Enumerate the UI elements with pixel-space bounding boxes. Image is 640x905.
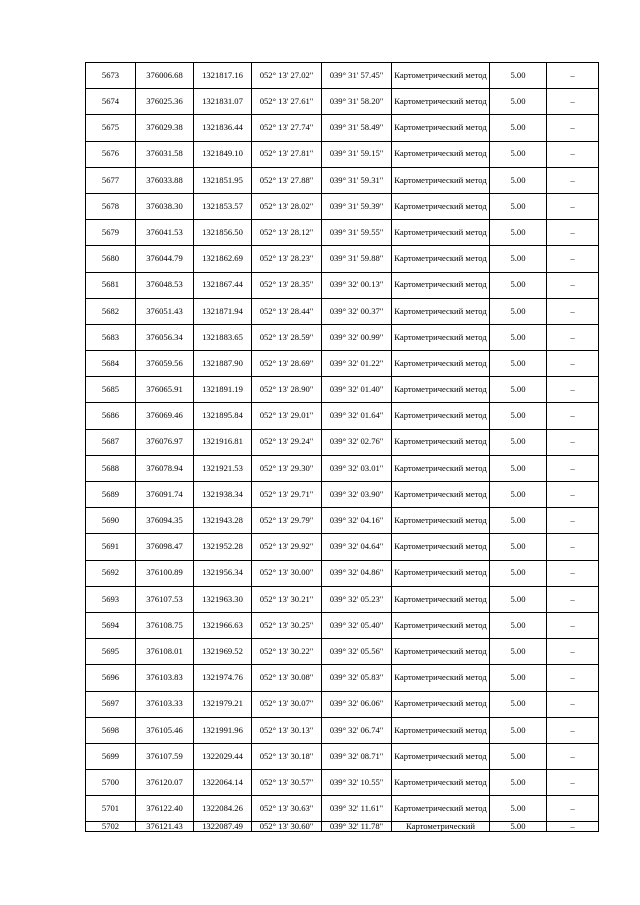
latitude-cell: 052° 13' 28.12" bbox=[252, 220, 322, 246]
table-row bbox=[86, 429, 599, 455]
longitude-cell: 039° 32' 01.64" bbox=[322, 403, 392, 429]
method-cell: Картометрический bbox=[392, 822, 490, 832]
accuracy-cell: 5.00 bbox=[490, 665, 547, 691]
x-coordinate-cell: 376105.46 bbox=[136, 717, 194, 743]
y-coordinate-cell: 1322029.44 bbox=[194, 743, 252, 769]
table-row bbox=[86, 272, 599, 298]
point-number-cell: 5690 bbox=[86, 508, 136, 534]
note-cell: – bbox=[547, 796, 599, 822]
x-coordinate-cell: 376006.68 bbox=[136, 63, 194, 89]
accuracy-cell: 5.00 bbox=[490, 351, 547, 377]
method-cell: Картометрический метод bbox=[392, 220, 490, 246]
table-row bbox=[86, 246, 599, 272]
longitude-cell: 039° 32' 00.37" bbox=[322, 298, 392, 324]
y-coordinate-cell: 1321991.96 bbox=[194, 717, 252, 743]
table-row bbox=[86, 743, 599, 769]
latitude-cell: 052° 13' 27.81" bbox=[252, 141, 322, 167]
latitude-cell: 052° 13' 30.63" bbox=[252, 796, 322, 822]
x-coordinate-cell: 376031.58 bbox=[136, 141, 194, 167]
longitude-cell: 039° 32' 02.76" bbox=[322, 429, 392, 455]
accuracy-cell: 5.00 bbox=[490, 560, 547, 586]
table-row bbox=[86, 167, 599, 193]
y-coordinate-cell: 1321938.34 bbox=[194, 482, 252, 508]
table-row bbox=[86, 482, 599, 508]
longitude-cell: 039° 31' 59.55" bbox=[322, 220, 392, 246]
table-row bbox=[86, 351, 599, 377]
y-coordinate-cell: 1321921.53 bbox=[194, 455, 252, 481]
table-row bbox=[86, 193, 599, 219]
point-number-cell: 5689 bbox=[86, 482, 136, 508]
table-row bbox=[86, 220, 599, 246]
x-coordinate-cell: 376069.46 bbox=[136, 403, 194, 429]
table-row bbox=[86, 403, 599, 429]
point-number-cell: 5674 bbox=[86, 89, 136, 115]
table-row bbox=[86, 612, 599, 638]
accuracy-cell: 5.00 bbox=[490, 508, 547, 534]
longitude-cell: 039° 32' 04.86" bbox=[322, 560, 392, 586]
point-number-cell: 5687 bbox=[86, 429, 136, 455]
x-coordinate-cell: 376103.33 bbox=[136, 691, 194, 717]
point-number-cell: 5680 bbox=[86, 246, 136, 272]
latitude-cell: 052° 13' 27.02" bbox=[252, 63, 322, 89]
x-coordinate-cell: 376059.56 bbox=[136, 351, 194, 377]
table-row bbox=[86, 534, 599, 560]
accuracy-cell: 5.00 bbox=[490, 220, 547, 246]
accuracy-cell: 5.00 bbox=[490, 429, 547, 455]
accuracy-cell: 5.00 bbox=[490, 822, 547, 832]
x-coordinate-cell: 376094.35 bbox=[136, 508, 194, 534]
y-coordinate-cell: 1321851.95 bbox=[194, 167, 252, 193]
method-cell: Картометрический метод bbox=[392, 508, 490, 534]
point-number-cell: 5688 bbox=[86, 455, 136, 481]
latitude-cell: 052° 13' 30.18" bbox=[252, 743, 322, 769]
method-cell: Картометрический метод bbox=[392, 377, 490, 403]
x-coordinate-cell: 376107.59 bbox=[136, 743, 194, 769]
accuracy-cell: 5.00 bbox=[490, 167, 547, 193]
y-coordinate-cell: 1322084.26 bbox=[194, 796, 252, 822]
method-cell: Картометрический метод bbox=[392, 482, 490, 508]
x-coordinate-cell: 376098.47 bbox=[136, 534, 194, 560]
latitude-cell: 052° 13' 29.30" bbox=[252, 455, 322, 481]
point-number-cell: 5673 bbox=[86, 63, 136, 89]
y-coordinate-cell: 1321853.57 bbox=[194, 193, 252, 219]
accuracy-cell: 5.00 bbox=[490, 324, 547, 350]
note-cell: – bbox=[547, 612, 599, 638]
y-coordinate-cell: 1321831.07 bbox=[194, 89, 252, 115]
point-number-cell: 5694 bbox=[86, 612, 136, 638]
latitude-cell: 052° 13' 29.92" bbox=[252, 534, 322, 560]
x-coordinate-cell: 376051.43 bbox=[136, 298, 194, 324]
note-cell: – bbox=[547, 324, 599, 350]
longitude-cell: 039° 32' 03.01" bbox=[322, 455, 392, 481]
point-number-cell: 5693 bbox=[86, 586, 136, 612]
y-coordinate-cell: 1321974.76 bbox=[194, 665, 252, 691]
note-cell: – bbox=[547, 770, 599, 796]
method-cell: Картометрический метод bbox=[392, 586, 490, 612]
latitude-cell: 052° 13' 30.57" bbox=[252, 770, 322, 796]
longitude-cell: 039° 32' 00.99" bbox=[322, 324, 392, 350]
y-coordinate-cell: 1322064.14 bbox=[194, 770, 252, 796]
point-number-cell: 5683 bbox=[86, 324, 136, 350]
method-cell: Картометрический метод bbox=[392, 560, 490, 586]
latitude-cell: 052° 13' 29.71" bbox=[252, 482, 322, 508]
longitude-cell: 039° 31' 59.39" bbox=[322, 193, 392, 219]
method-cell: Картометрический метод bbox=[392, 717, 490, 743]
note-cell: – bbox=[547, 691, 599, 717]
method-cell: Картометрический метод bbox=[392, 639, 490, 665]
note-cell: – bbox=[547, 743, 599, 769]
accuracy-cell: 5.00 bbox=[490, 141, 547, 167]
table-row bbox=[86, 717, 599, 743]
longitude-cell: 039° 31' 59.31" bbox=[322, 167, 392, 193]
point-number-cell: 5697 bbox=[86, 691, 136, 717]
table-row bbox=[86, 665, 599, 691]
latitude-cell: 052° 13' 28.02" bbox=[252, 193, 322, 219]
method-cell: Картометрический метод bbox=[392, 351, 490, 377]
latitude-cell: 052° 13' 30.22" bbox=[252, 639, 322, 665]
y-coordinate-cell: 1321867.44 bbox=[194, 272, 252, 298]
y-coordinate-cell: 1321862.69 bbox=[194, 246, 252, 272]
latitude-cell: 052° 13' 29.01" bbox=[252, 403, 322, 429]
note-cell: – bbox=[547, 115, 599, 141]
method-cell: Картометрический метод bbox=[392, 612, 490, 638]
method-cell: Картометрический метод bbox=[392, 193, 490, 219]
point-number-cell: 5702 bbox=[86, 822, 136, 832]
longitude-cell: 039° 32' 05.56" bbox=[322, 639, 392, 665]
latitude-cell: 052° 13' 30.21" bbox=[252, 586, 322, 612]
accuracy-cell: 5.00 bbox=[490, 403, 547, 429]
latitude-cell: 052° 13' 30.13" bbox=[252, 717, 322, 743]
latitude-cell: 052° 13' 28.69" bbox=[252, 351, 322, 377]
point-number-cell: 5701 bbox=[86, 796, 136, 822]
accuracy-cell: 5.00 bbox=[490, 455, 547, 481]
method-cell: Картометрический метод bbox=[392, 272, 490, 298]
latitude-cell: 052° 13' 27.74" bbox=[252, 115, 322, 141]
latitude-cell: 052° 13' 29.24" bbox=[252, 429, 322, 455]
table-row bbox=[86, 560, 599, 586]
note-cell: – bbox=[547, 193, 599, 219]
method-cell: Картометрический метод bbox=[392, 691, 490, 717]
point-number-cell: 5678 bbox=[86, 193, 136, 219]
coordinates-table bbox=[85, 62, 599, 832]
point-number-cell: 5679 bbox=[86, 220, 136, 246]
coordinates-table-body bbox=[86, 63, 599, 832]
y-coordinate-cell: 1321871.94 bbox=[194, 298, 252, 324]
note-cell: – bbox=[547, 298, 599, 324]
note-cell: – bbox=[547, 560, 599, 586]
y-coordinate-cell: 1321956.34 bbox=[194, 560, 252, 586]
accuracy-cell: 5.00 bbox=[490, 534, 547, 560]
accuracy-cell: 5.00 bbox=[490, 743, 547, 769]
point-number-cell: 5677 bbox=[86, 167, 136, 193]
table-row bbox=[86, 63, 599, 89]
method-cell: Картометрический метод bbox=[392, 429, 490, 455]
y-coordinate-cell: 1321883.65 bbox=[194, 324, 252, 350]
y-coordinate-cell: 1321966.63 bbox=[194, 612, 252, 638]
accuracy-cell: 5.00 bbox=[490, 193, 547, 219]
latitude-cell: 052° 13' 30.07" bbox=[252, 691, 322, 717]
y-coordinate-cell: 1321963.30 bbox=[194, 586, 252, 612]
x-coordinate-cell: 376041.53 bbox=[136, 220, 194, 246]
note-cell: – bbox=[547, 246, 599, 272]
note-cell: – bbox=[547, 63, 599, 89]
accuracy-cell: 5.00 bbox=[490, 586, 547, 612]
table-row bbox=[86, 89, 599, 115]
point-number-cell: 5699 bbox=[86, 743, 136, 769]
y-coordinate-cell: 1322087.49 bbox=[194, 822, 252, 832]
point-number-cell: 5695 bbox=[86, 639, 136, 665]
latitude-cell: 052° 13' 28.59" bbox=[252, 324, 322, 350]
table-row bbox=[86, 639, 599, 665]
accuracy-cell: 5.00 bbox=[490, 115, 547, 141]
table-row bbox=[86, 770, 599, 796]
note-cell: – bbox=[547, 429, 599, 455]
latitude-cell: 052° 13' 29.79" bbox=[252, 508, 322, 534]
x-coordinate-cell: 376103.83 bbox=[136, 665, 194, 691]
note-cell: – bbox=[547, 351, 599, 377]
note-cell: – bbox=[547, 534, 599, 560]
longitude-cell: 039° 32' 08.71" bbox=[322, 743, 392, 769]
x-coordinate-cell: 376108.01 bbox=[136, 639, 194, 665]
point-number-cell: 5675 bbox=[86, 115, 136, 141]
table-row bbox=[86, 455, 599, 481]
note-cell: – bbox=[547, 141, 599, 167]
y-coordinate-cell: 1321849.10 bbox=[194, 141, 252, 167]
x-coordinate-cell: 376056.34 bbox=[136, 324, 194, 350]
longitude-cell: 039° 32' 11.78" bbox=[322, 822, 392, 832]
method-cell: Картометрический метод bbox=[392, 770, 490, 796]
method-cell: Картометрический метод bbox=[392, 665, 490, 691]
point-number-cell: 5685 bbox=[86, 377, 136, 403]
point-number-cell: 5691 bbox=[86, 534, 136, 560]
note-cell: – bbox=[547, 482, 599, 508]
longitude-cell: 039° 32' 01.22" bbox=[322, 351, 392, 377]
longitude-cell: 039° 32' 03.90" bbox=[322, 482, 392, 508]
x-coordinate-cell: 376038.30 bbox=[136, 193, 194, 219]
x-coordinate-cell: 376107.53 bbox=[136, 586, 194, 612]
latitude-cell: 052° 13' 28.23" bbox=[252, 246, 322, 272]
x-coordinate-cell: 376044.79 bbox=[136, 246, 194, 272]
table-row bbox=[86, 141, 599, 167]
latitude-cell: 052° 13' 27.88" bbox=[252, 167, 322, 193]
table-row bbox=[86, 691, 599, 717]
point-number-cell: 5692 bbox=[86, 560, 136, 586]
x-coordinate-cell: 376122.40 bbox=[136, 796, 194, 822]
accuracy-cell: 5.00 bbox=[490, 717, 547, 743]
x-coordinate-cell: 376033.88 bbox=[136, 167, 194, 193]
method-cell: Картометрический метод bbox=[392, 167, 490, 193]
method-cell: Картометрический метод bbox=[392, 115, 490, 141]
accuracy-cell: 5.00 bbox=[490, 612, 547, 638]
longitude-cell: 039° 32' 04.16" bbox=[322, 508, 392, 534]
y-coordinate-cell: 1321836.44 bbox=[194, 115, 252, 141]
y-coordinate-cell: 1321916.81 bbox=[194, 429, 252, 455]
longitude-cell: 039° 31' 57.45" bbox=[322, 63, 392, 89]
method-cell: Картометрический метод bbox=[392, 534, 490, 560]
latitude-cell: 052° 13' 30.08" bbox=[252, 665, 322, 691]
note-cell: – bbox=[547, 403, 599, 429]
longitude-cell: 039° 31' 58.20" bbox=[322, 89, 392, 115]
longitude-cell: 039° 32' 10.55" bbox=[322, 770, 392, 796]
y-coordinate-cell: 1321895.84 bbox=[194, 403, 252, 429]
x-coordinate-cell: 376091.74 bbox=[136, 482, 194, 508]
note-cell: – bbox=[547, 822, 599, 832]
note-cell: – bbox=[547, 220, 599, 246]
note-cell: – bbox=[547, 167, 599, 193]
latitude-cell: 052° 13' 30.60" bbox=[252, 822, 322, 832]
x-coordinate-cell: 376100.89 bbox=[136, 560, 194, 586]
table-row bbox=[86, 508, 599, 534]
method-cell: Картометрический метод bbox=[392, 298, 490, 324]
y-coordinate-cell: 1321969.52 bbox=[194, 639, 252, 665]
method-cell: Картометрический метод bbox=[392, 89, 490, 115]
note-cell: – bbox=[547, 639, 599, 665]
longitude-cell: 039° 32' 11.61" bbox=[322, 796, 392, 822]
method-cell: Картометрический метод bbox=[392, 324, 490, 350]
latitude-cell: 052° 13' 28.35" bbox=[252, 272, 322, 298]
longitude-cell: 039° 32' 05.23" bbox=[322, 586, 392, 612]
latitude-cell: 052° 13' 30.00" bbox=[252, 560, 322, 586]
note-cell: – bbox=[547, 586, 599, 612]
y-coordinate-cell: 1321856.50 bbox=[194, 220, 252, 246]
point-number-cell: 5700 bbox=[86, 770, 136, 796]
y-coordinate-cell: 1321887.90 bbox=[194, 351, 252, 377]
note-cell: – bbox=[547, 377, 599, 403]
longitude-cell: 039° 31' 59.88" bbox=[322, 246, 392, 272]
accuracy-cell: 5.00 bbox=[490, 272, 547, 298]
longitude-cell: 039° 32' 01.40" bbox=[322, 377, 392, 403]
point-number-cell: 5686 bbox=[86, 403, 136, 429]
accuracy-cell: 5.00 bbox=[490, 246, 547, 272]
longitude-cell: 039° 31' 58.49" bbox=[322, 115, 392, 141]
note-cell: – bbox=[547, 665, 599, 691]
latitude-cell: 052° 13' 28.44" bbox=[252, 298, 322, 324]
x-coordinate-cell: 376121.43 bbox=[136, 822, 194, 832]
table-row bbox=[86, 115, 599, 141]
longitude-cell: 039° 32' 04.64" bbox=[322, 534, 392, 560]
accuracy-cell: 5.00 bbox=[490, 639, 547, 665]
note-cell: – bbox=[547, 717, 599, 743]
point-number-cell: 5698 bbox=[86, 717, 136, 743]
method-cell: Картометрический метод bbox=[392, 141, 490, 167]
method-cell: Картометрический метод bbox=[392, 403, 490, 429]
method-cell: Картометрический метод bbox=[392, 796, 490, 822]
x-coordinate-cell: 376120.07 bbox=[136, 770, 194, 796]
method-cell: Картометрический метод bbox=[392, 246, 490, 272]
longitude-cell: 039° 32' 05.83" bbox=[322, 665, 392, 691]
point-number-cell: 5681 bbox=[86, 272, 136, 298]
accuracy-cell: 5.00 bbox=[490, 796, 547, 822]
point-number-cell: 5676 bbox=[86, 141, 136, 167]
x-coordinate-cell: 376078.94 bbox=[136, 455, 194, 481]
y-coordinate-cell: 1321817.16 bbox=[194, 63, 252, 89]
longitude-cell: 039° 31' 59.15" bbox=[322, 141, 392, 167]
latitude-cell: 052° 13' 27.61" bbox=[252, 89, 322, 115]
table-row bbox=[86, 298, 599, 324]
table-row bbox=[86, 377, 599, 403]
accuracy-cell: 5.00 bbox=[490, 89, 547, 115]
table-row bbox=[86, 796, 599, 822]
point-number-cell: 5684 bbox=[86, 351, 136, 377]
x-coordinate-cell: 376108.75 bbox=[136, 612, 194, 638]
x-coordinate-cell: 376048.53 bbox=[136, 272, 194, 298]
x-coordinate-cell: 376025.36 bbox=[136, 89, 194, 115]
longitude-cell: 039° 32' 06.74" bbox=[322, 717, 392, 743]
note-cell: – bbox=[547, 272, 599, 298]
accuracy-cell: 5.00 bbox=[490, 63, 547, 89]
note-cell: – bbox=[547, 455, 599, 481]
method-cell: Картометрический метод bbox=[392, 455, 490, 481]
note-cell: – bbox=[547, 89, 599, 115]
accuracy-cell: 5.00 bbox=[490, 691, 547, 717]
method-cell: Картометрический метод bbox=[392, 743, 490, 769]
point-number-cell: 5682 bbox=[86, 298, 136, 324]
y-coordinate-cell: 1321943.28 bbox=[194, 508, 252, 534]
note-cell: – bbox=[547, 508, 599, 534]
table-row bbox=[86, 324, 599, 350]
method-cell: Картометрический метод bbox=[392, 63, 490, 89]
latitude-cell: 052° 13' 28.90" bbox=[252, 377, 322, 403]
accuracy-cell: 5.00 bbox=[490, 298, 547, 324]
y-coordinate-cell: 1321979.21 bbox=[194, 691, 252, 717]
table-row bbox=[86, 586, 599, 612]
longitude-cell: 039° 32' 06.06" bbox=[322, 691, 392, 717]
longitude-cell: 039° 32' 05.40" bbox=[322, 612, 392, 638]
table-row bbox=[86, 822, 599, 832]
point-number-cell: 5696 bbox=[86, 665, 136, 691]
x-coordinate-cell: 376065.91 bbox=[136, 377, 194, 403]
x-coordinate-cell: 376076.97 bbox=[136, 429, 194, 455]
accuracy-cell: 5.00 bbox=[490, 377, 547, 403]
y-coordinate-cell: 1321891.19 bbox=[194, 377, 252, 403]
latitude-cell: 052° 13' 30.25" bbox=[252, 612, 322, 638]
x-coordinate-cell: 376029.38 bbox=[136, 115, 194, 141]
accuracy-cell: 5.00 bbox=[490, 482, 547, 508]
y-coordinate-cell: 1321952.28 bbox=[194, 534, 252, 560]
accuracy-cell: 5.00 bbox=[490, 770, 547, 796]
longitude-cell: 039° 32' 00.13" bbox=[322, 272, 392, 298]
